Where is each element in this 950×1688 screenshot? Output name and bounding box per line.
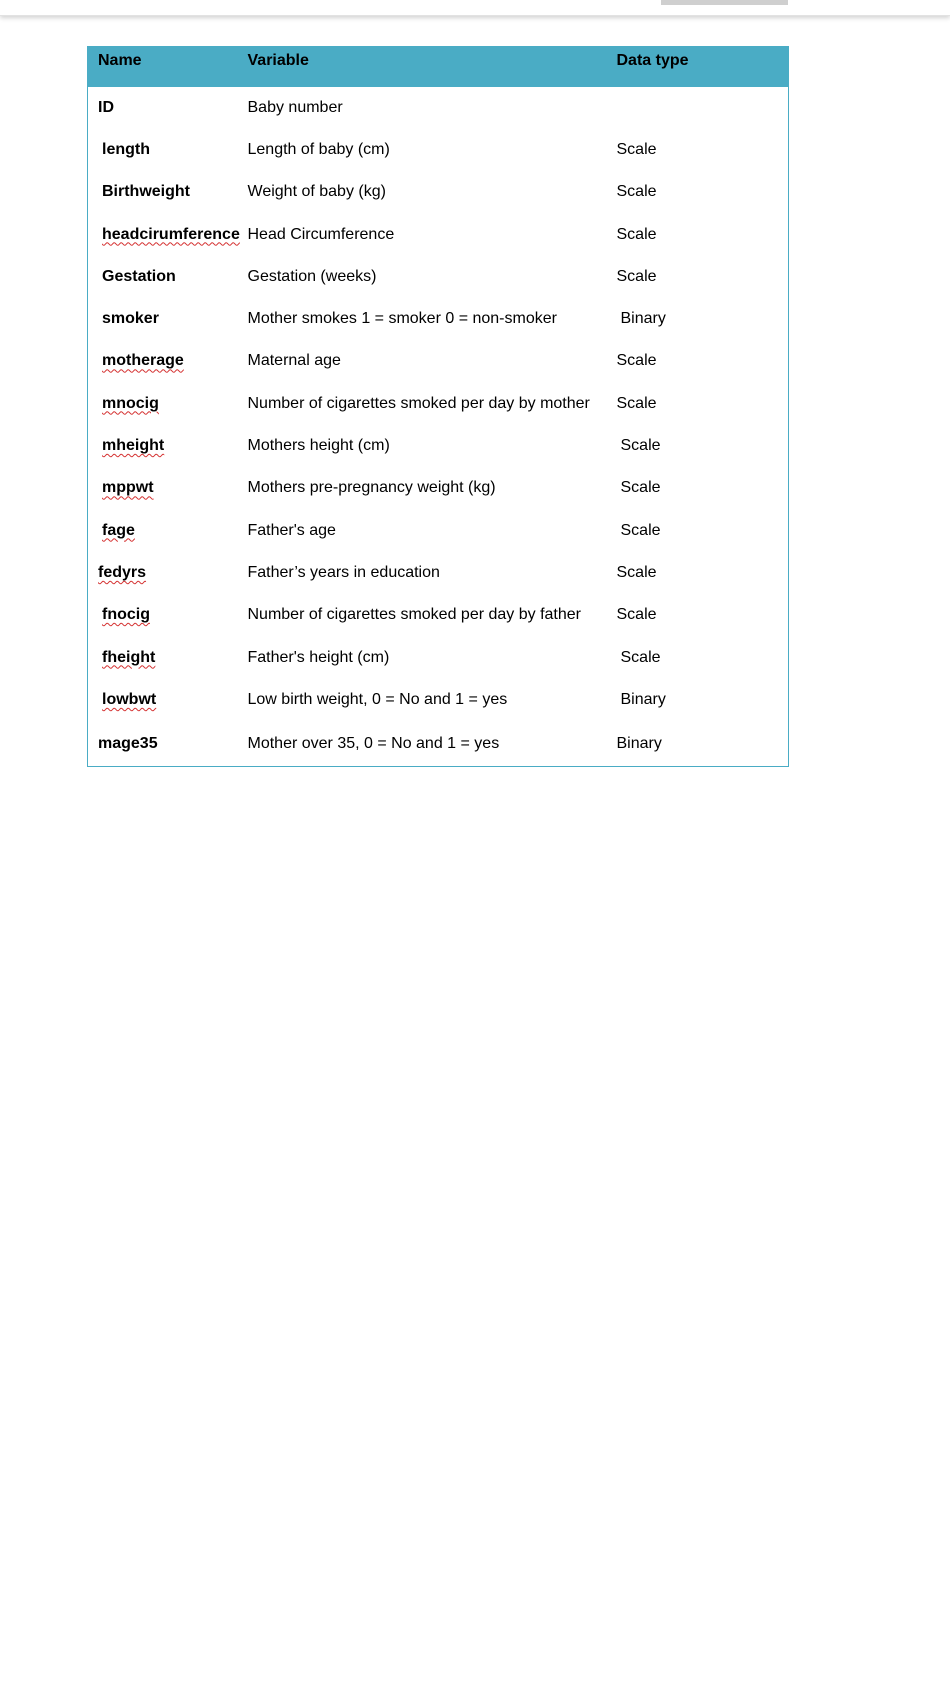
cell-name-text: Birthweight <box>102 183 190 201</box>
table-row <box>88 298 789 340</box>
cell-data-type: Scale <box>620 521 661 539</box>
cell-name-text: headcirumference <box>102 225 240 243</box>
table-row <box>88 594 789 636</box>
cell-name <box>88 552 238 594</box>
cell-name <box>88 425 238 467</box>
cell-name-text: mage35 <box>98 734 158 752</box>
cell-name <box>88 213 238 255</box>
cell-name-text: ID <box>98 98 114 116</box>
cell-data-type: Binary <box>620 690 666 708</box>
cell-data-type: Scale <box>616 563 657 581</box>
cell-variable: Number of cigarettes smoked per day by father <box>247 606 581 624</box>
cell-name-text: smoker <box>102 310 159 328</box>
cell-data-type: Binary <box>620 310 666 328</box>
cell-name-text: fheight <box>102 648 156 666</box>
cell-data-type: Scale <box>616 183 657 201</box>
cell-data-type: Binary <box>616 734 662 752</box>
table-row <box>88 256 789 298</box>
table-row <box>88 129 789 171</box>
top-toolbar-strip <box>0 0 950 16</box>
cell-data-type: Scale <box>616 267 657 285</box>
cell-name-text: mheight <box>102 437 165 455</box>
cell-name <box>88 171 238 213</box>
cell-name <box>88 636 238 678</box>
table-header-row <box>88 47 789 87</box>
cell-data-type: Scale <box>616 352 657 370</box>
cell-name <box>88 721 238 767</box>
cell-name-text: motherage <box>102 352 184 370</box>
cell-name <box>88 87 238 129</box>
table-row <box>88 171 789 213</box>
cell-variable: Mother over 35, 0 = No and 1 = yes <box>247 734 500 752</box>
cell-variable: Maternal age <box>247 352 341 370</box>
cell-name-text: fnocig <box>102 606 150 624</box>
table-row <box>88 467 789 509</box>
cell-name-text: fage <box>102 521 135 539</box>
cell-name <box>88 340 238 382</box>
cell-variable: Mother smokes 1 = smoker 0 = non-smoker <box>247 310 557 328</box>
table-row <box>88 383 789 425</box>
cell-variable: Head Circumference <box>247 225 395 243</box>
table-row <box>88 340 789 382</box>
cell-name-text: fedyrs <box>98 563 147 581</box>
table-row <box>88 509 789 551</box>
cell-variable: Length of baby (cm) <box>247 140 390 158</box>
header-variable: Variable <box>238 47 607 87</box>
cell-variable: Weight of baby (kg) <box>247 183 386 201</box>
cell-name <box>88 383 238 425</box>
header-name: Name <box>88 47 238 87</box>
cell-variable: Father's height (cm) <box>247 648 390 666</box>
variables-table <box>87 46 789 767</box>
cell-name <box>88 594 238 636</box>
cell-variable: Number of cigarettes smoked per day by mother <box>247 394 590 412</box>
cell-data-type: Scale <box>616 140 657 158</box>
table-row <box>88 636 789 678</box>
cell-name <box>88 467 238 509</box>
cell-variable: Father’s years in education <box>247 563 440 581</box>
cell-data-type: Scale <box>620 437 661 455</box>
cell-variable: Mothers pre-pregnancy weight (kg) <box>247 479 496 497</box>
cell-data-type: Scale <box>620 648 661 666</box>
cell-name <box>88 298 238 340</box>
cell-data-type: Scale <box>616 225 657 243</box>
table-row <box>88 679 789 721</box>
table-row <box>88 425 789 467</box>
header-data-type: Data type <box>607 47 789 87</box>
cell-name-text: mppwt <box>102 479 154 497</box>
table-row <box>88 213 789 255</box>
horizontal-scrollbar-thumb[interactable] <box>661 0 788 5</box>
table-row <box>88 721 789 767</box>
cell-variable: Father's age <box>247 521 336 539</box>
cell-name-text: lowbwt <box>102 690 157 708</box>
cell-data-type: Scale <box>616 394 657 412</box>
cell-name <box>88 679 238 721</box>
cell-variable: Low birth weight, 0 = No and 1 = yes <box>247 690 508 708</box>
cell-name <box>88 256 238 298</box>
cell-variable: Gestation (weeks) <box>247 267 377 285</box>
table-row <box>88 552 789 594</box>
cell-data-type: Scale <box>620 479 661 497</box>
cell-name <box>88 129 238 171</box>
cell-name-text: mnocig <box>102 394 159 412</box>
cell-variable: Baby number <box>247 98 343 116</box>
cell-name-text: length <box>102 140 150 158</box>
cell-data-type: Scale <box>616 606 657 624</box>
cell-variable: Mothers height (cm) <box>247 437 390 455</box>
cell-name <box>88 509 238 551</box>
cell-data-type <box>607 87 789 129</box>
table-row <box>88 87 789 129</box>
cell-name-text: Gestation <box>102 267 176 285</box>
